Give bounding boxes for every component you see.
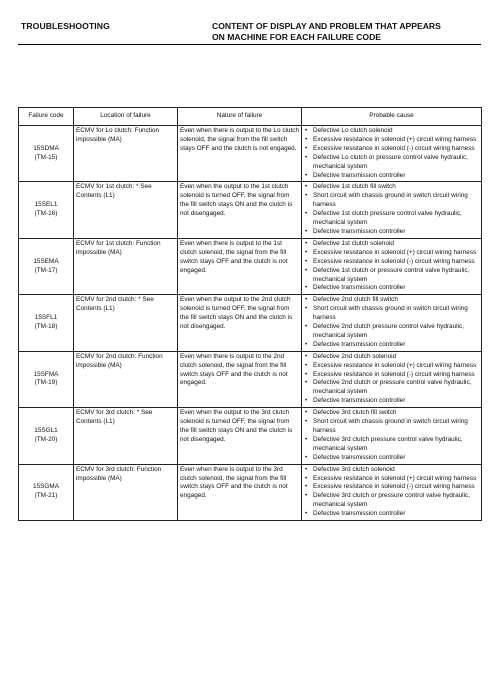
- probable-cause-cell: [302, 464, 482, 520]
- failure-code-ref: (TM-19): [34, 379, 58, 387]
- probable-cause-item: • Excessive resistance in solenoid (-) circuit wiring harness: [304, 258, 479, 267]
- location-of-failure: ECMV for 3rd clutch: Function impossible (MA): [74, 464, 178, 520]
- probable-cause-list: [304, 409, 479, 462]
- failure-code: 15SFMA: [33, 370, 59, 378]
- table-body: [19, 126, 482, 521]
- probable-cause-item: • Defective transmission controller: [304, 397, 479, 406]
- location-of-failure: ECMV for Lo clutch: Function impossible (MA): [74, 126, 178, 182]
- probable-cause-item: • Defective 1st clutch or pressure control valve hydraulic, mechanical system: [304, 267, 479, 285]
- probable-cause-list: [304, 466, 479, 519]
- probable-cause-item: • Defective 3rd clutch solenoid: [304, 466, 479, 475]
- probable-cause-item: • Short circuit with chassis ground in switch circuit wiring harness: [304, 418, 479, 436]
- failure-code: 15SEMA: [33, 257, 59, 265]
- probable-cause-item: • Excessive resistance in solenoid (-) circuit wiring harness: [304, 483, 479, 492]
- table-row: [19, 464, 482, 520]
- probable-cause-item: • Defective Lo clutch or pressure control valve hydraulic, mechanical system: [304, 154, 479, 172]
- location-of-failure: ECMV for 2nd clutch: * See Contents (L1): [74, 295, 178, 351]
- probable-cause-cell: [302, 408, 482, 464]
- table-row: [19, 126, 482, 182]
- probable-cause-item: • Defective 2nd clutch or pressure control valve hydraulic, mechanical system: [304, 379, 479, 397]
- location-of-failure: ECMV for 3rd clutch: * See Contents (L1): [74, 408, 178, 464]
- probable-cause-item: • Short circuit with chassis ground in switch circuit wiring harness: [304, 305, 479, 323]
- nature-of-failure: Even when the output to the 2nd clutch solenoid is turned OFF, the signal from the fill switch stays ON and the clutch is not disengaged.: [178, 295, 302, 351]
- probable-cause-list: [304, 353, 479, 406]
- probable-cause-item: • Excessive resistance in solenoid (+) circuit wiring harness: [304, 249, 479, 258]
- probable-cause-cell: [302, 126, 482, 182]
- col-header-location: Location of failure: [74, 108, 178, 126]
- failure-code-ref: (TM-15): [34, 153, 58, 161]
- failure-code-cell: [19, 351, 74, 407]
- table-row: [19, 182, 482, 238]
- nature-of-failure: Even when the output to the 1st clutch solenoid is turned OFF, the signal from the fill switch stays ON and the clutch is not disengaged.: [178, 182, 302, 238]
- failure-code: 15SGMA: [33, 483, 59, 491]
- probable-cause-list: [304, 183, 479, 236]
- probable-cause-item: • Defective 1st clutch fill switch: [304, 183, 479, 192]
- probable-cause-item: • Defective transmission controller: [304, 228, 479, 237]
- probable-cause-item: • Excessive resistance in solenoid (-) circuit wiring harness: [304, 371, 479, 380]
- failure-code-cell: [19, 408, 74, 464]
- header-rule: [18, 44, 481, 45]
- col-header-probable-cause: Probable cause: [302, 108, 482, 126]
- probable-cause-item: • Defective transmission controller: [304, 284, 479, 293]
- page-title-line-1: CONTENT OF DISPLAY AND PROBLEM THAT APPEARS: [212, 21, 441, 31]
- failure-code: 15SFL1: [34, 314, 58, 322]
- nature-of-failure: Even when there is output to the 1st clutch solenoid, the signal from the fill switch stays OFF and the clutch is not engaged.: [178, 238, 302, 294]
- probable-cause-item: • Defective 3rd clutch fill switch: [304, 409, 479, 418]
- probable-cause-item: • Defective Lo clutch solenoid: [304, 127, 479, 136]
- page-title: [212, 21, 482, 43]
- failure-code: 15SEL1: [34, 201, 58, 209]
- probable-cause-item: • Defective 2nd clutch fill switch: [304, 296, 479, 305]
- failure-code: 15SDMA: [33, 144, 59, 152]
- nature-of-failure: Even when there is output to the Lo clutch solenoid, the signal from the fill switch stays OFF and the clutch is not engaged.: [178, 126, 302, 182]
- probable-cause-item: • Defective 3rd clutch or pressure control valve hydraulic, mechanical system: [304, 492, 479, 510]
- table-row: [19, 351, 482, 407]
- table-row: [19, 408, 482, 464]
- probable-cause-cell: [302, 351, 482, 407]
- probable-cause-list: [304, 296, 479, 349]
- table-row: [19, 238, 482, 294]
- probable-cause-item: • Defective transmission controller: [304, 454, 479, 463]
- failure-code-ref: (TM-16): [34, 210, 58, 218]
- probable-cause-item: • Defective 2nd clutch solenoid: [304, 353, 479, 362]
- failure-code: 15SGL1: [34, 427, 58, 434]
- probable-cause-item: • Defective 3rd clutch pressure control valve hydraulic, mechanical system: [304, 436, 479, 454]
- failure-code-cell: [19, 126, 74, 182]
- probable-cause-item: • Defective 1st clutch solenoid: [304, 240, 479, 249]
- probable-cause-item: • Defective 1st clutch pressure control valve hydraulic, mechanical system: [304, 210, 479, 228]
- location-of-failure: ECMV for 1st clutch: Function impossible (MA): [74, 238, 178, 294]
- failure-code-table: [18, 107, 482, 521]
- probable-cause-item: • Short circuit with chassis ground in switch circuit wiring harness: [304, 192, 479, 210]
- probable-cause-item: • Defective transmission controller: [304, 510, 479, 519]
- failure-code-cell: [19, 238, 74, 294]
- table-row: [19, 295, 482, 351]
- probable-cause-cell: [302, 182, 482, 238]
- probable-cause-item: • Excessive resistance in solenoid (+) circuit wiring harness: [304, 136, 479, 145]
- col-header-nature: Nature of failure: [178, 108, 302, 126]
- table-header-row: [19, 108, 482, 126]
- nature-of-failure: Even when there is output to the 2nd clutch solenoid, the signal from the fill switch stays OFF and the clutch is not engaged.: [178, 351, 302, 407]
- probable-cause-item: • Excessive resistance in solenoid (+) circuit wiring harness: [304, 475, 479, 484]
- failure-code-ref: (TM-20): [34, 435, 58, 443]
- location-of-failure: ECMV for 1st clutch: * See Contents (L1): [74, 182, 178, 238]
- section-title: TROUBLESHOOTING: [21, 21, 110, 31]
- failure-code-ref: (TM-18): [34, 323, 58, 331]
- probable-cause-item: • Defective transmission controller: [304, 172, 479, 181]
- failure-code-cell: [19, 182, 74, 238]
- probable-cause-cell: [302, 295, 482, 351]
- nature-of-failure: Even when there is output to the 3rd clutch solenoid, the signal from the fill switch stays OFF and the clutch is not engaged.: [178, 464, 302, 520]
- probable-cause-cell: [302, 238, 482, 294]
- failure-code-ref: (TM-21): [34, 492, 58, 500]
- probable-cause-item: • Excessive resistance in solenoid (+) circuit wiring harness: [304, 362, 479, 371]
- location-of-failure: ECMV for 2nd clutch: Function impossible (MA): [74, 351, 178, 407]
- nature-of-failure: Even when the output to the 3rd clutch solenoid is turned OFF, the signal from the fill switch stays ON and the clutch is not disengaged.: [178, 408, 302, 464]
- page-title-line-2: ON MACHINE FOR EACH FAILURE CODE: [212, 32, 382, 42]
- col-header-failure-code: Failure code: [19, 108, 74, 126]
- probable-cause-item: • Excessive resistance in solenoid (-) circuit wiring harness: [304, 145, 479, 154]
- failure-code-ref: (TM-17): [34, 266, 58, 274]
- probable-cause-item: • Defective transmission controller: [304, 341, 479, 350]
- probable-cause-list: [304, 127, 479, 180]
- failure-code-cell: [19, 464, 74, 520]
- failure-code-cell: [19, 295, 74, 351]
- probable-cause-list: [304, 240, 479, 293]
- probable-cause-item: • Defective 2nd clutch pressure control valve hydraulic, mechanical system: [304, 323, 479, 341]
